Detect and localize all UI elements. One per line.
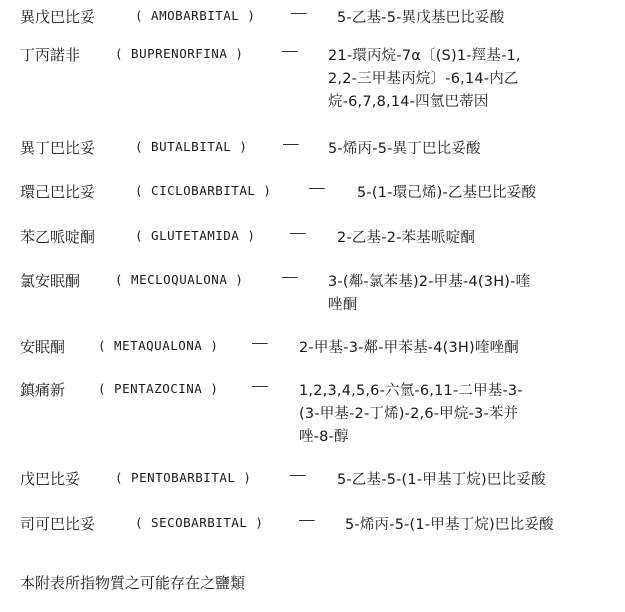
chinese-name: 異戊巴比妥 [20,8,96,26]
latin-name: ( SECOBARBITAL ) [135,515,264,530]
latin-name: ( CICLOBARBITAL ) [135,183,272,198]
entry-row [0,270,625,322]
entry-row [0,137,625,167]
entry-row [0,44,625,119]
entry-row [0,6,625,36]
chemical-name-line: 5-乙基-5-(1-甲基丁烷)巴比妥酸 [337,472,546,488]
entry-row [0,513,625,543]
chemical-name-line: 唑酮 [328,297,358,313]
chemical-name-line: 2,2-三甲基丙烷〕-6,14-内乙 [328,71,519,87]
latin-name: ( METAQUALONA ) [98,338,219,353]
latin-name: ( AMOBARBITAL ) [135,8,256,23]
latin-name: ( PENTAZOCINA ) [98,381,219,396]
chinese-name: 丁丙諾非 [20,46,81,64]
footnote: 本附表所指物質之可能存在之鹽類 [20,574,246,592]
chemical-name-line: 唑-8-醇 [299,429,349,445]
dash-separator: —— [309,181,325,196]
entry-row [0,379,625,454]
dash-separator: —— [283,137,299,152]
chinese-name: 司可巴比妥 [20,515,96,533]
chemical-name-line: (3-甲基-2-丁烯)-2,6-甲烷-3-苯并 [299,406,519,422]
chemical-name-line: 5-烯丙-5-(1-甲基丁烷)巴比妥酸 [345,517,554,533]
chinese-name: 環己巴比妥 [20,183,96,201]
dash-separator: —— [252,336,268,351]
dash-separator: —— [282,270,298,285]
dash-separator: —— [252,379,268,394]
chemical-name-line: 烷-6,7,8,14-四氫巴蒂因 [328,94,489,110]
chemical-name-line: 5-烯丙-5-異丁巴比妥酸 [328,141,481,157]
dash-separator: —— [290,226,306,241]
chemical-name-line: 2-乙基-2-苯基哌啶酮 [337,230,476,246]
entry-row [0,181,625,211]
chemical-name-line: 21-環丙烷-7α〔(S)1-羥基-1, [328,48,521,64]
chinese-name: 苯乙哌啶酮 [20,228,96,246]
entry-row [0,336,625,366]
dash-separator: —— [299,513,315,528]
chinese-name: 氯安眠酮 [20,272,81,290]
dash-separator: —— [290,468,306,483]
chemical-name-line: 2-甲基-3-鄰-甲苯基-4(3H)喹唑酮 [299,340,519,356]
latin-name: ( MECLOQUALONA ) [115,272,244,287]
latin-name: ( BUPRENORFINA ) [115,46,244,61]
chemical-name-line: 1,2,3,4,5,6-六氫-6,11-二甲基-3- [299,383,523,399]
chemical-name-line: 3-(鄰-氯苯基)2-甲基-4(3H)-喹 [328,274,531,290]
dash-separator: —— [291,6,307,21]
entry-row [0,468,625,498]
latin-name: ( BUTALBITAL ) [135,139,248,154]
chinese-name: 安眠酮 [20,338,66,356]
chemical-name-line: 5-(1-環己烯)-乙基巴比妥酸 [357,185,537,201]
chinese-name: 異丁巴比妥 [20,139,96,157]
entry-row [0,226,625,256]
chinese-name: 戊巴比妥 [20,470,81,488]
chinese-name: 鎮痛新 [20,381,66,399]
latin-name: ( GLUTETAMIDA ) [135,228,256,243]
latin-name: ( PENTOBARBITAL ) [115,470,252,485]
dash-separator: —— [282,44,298,59]
chemical-name-line: 5-乙基-5-異戊基巴比妥酸 [337,10,505,26]
